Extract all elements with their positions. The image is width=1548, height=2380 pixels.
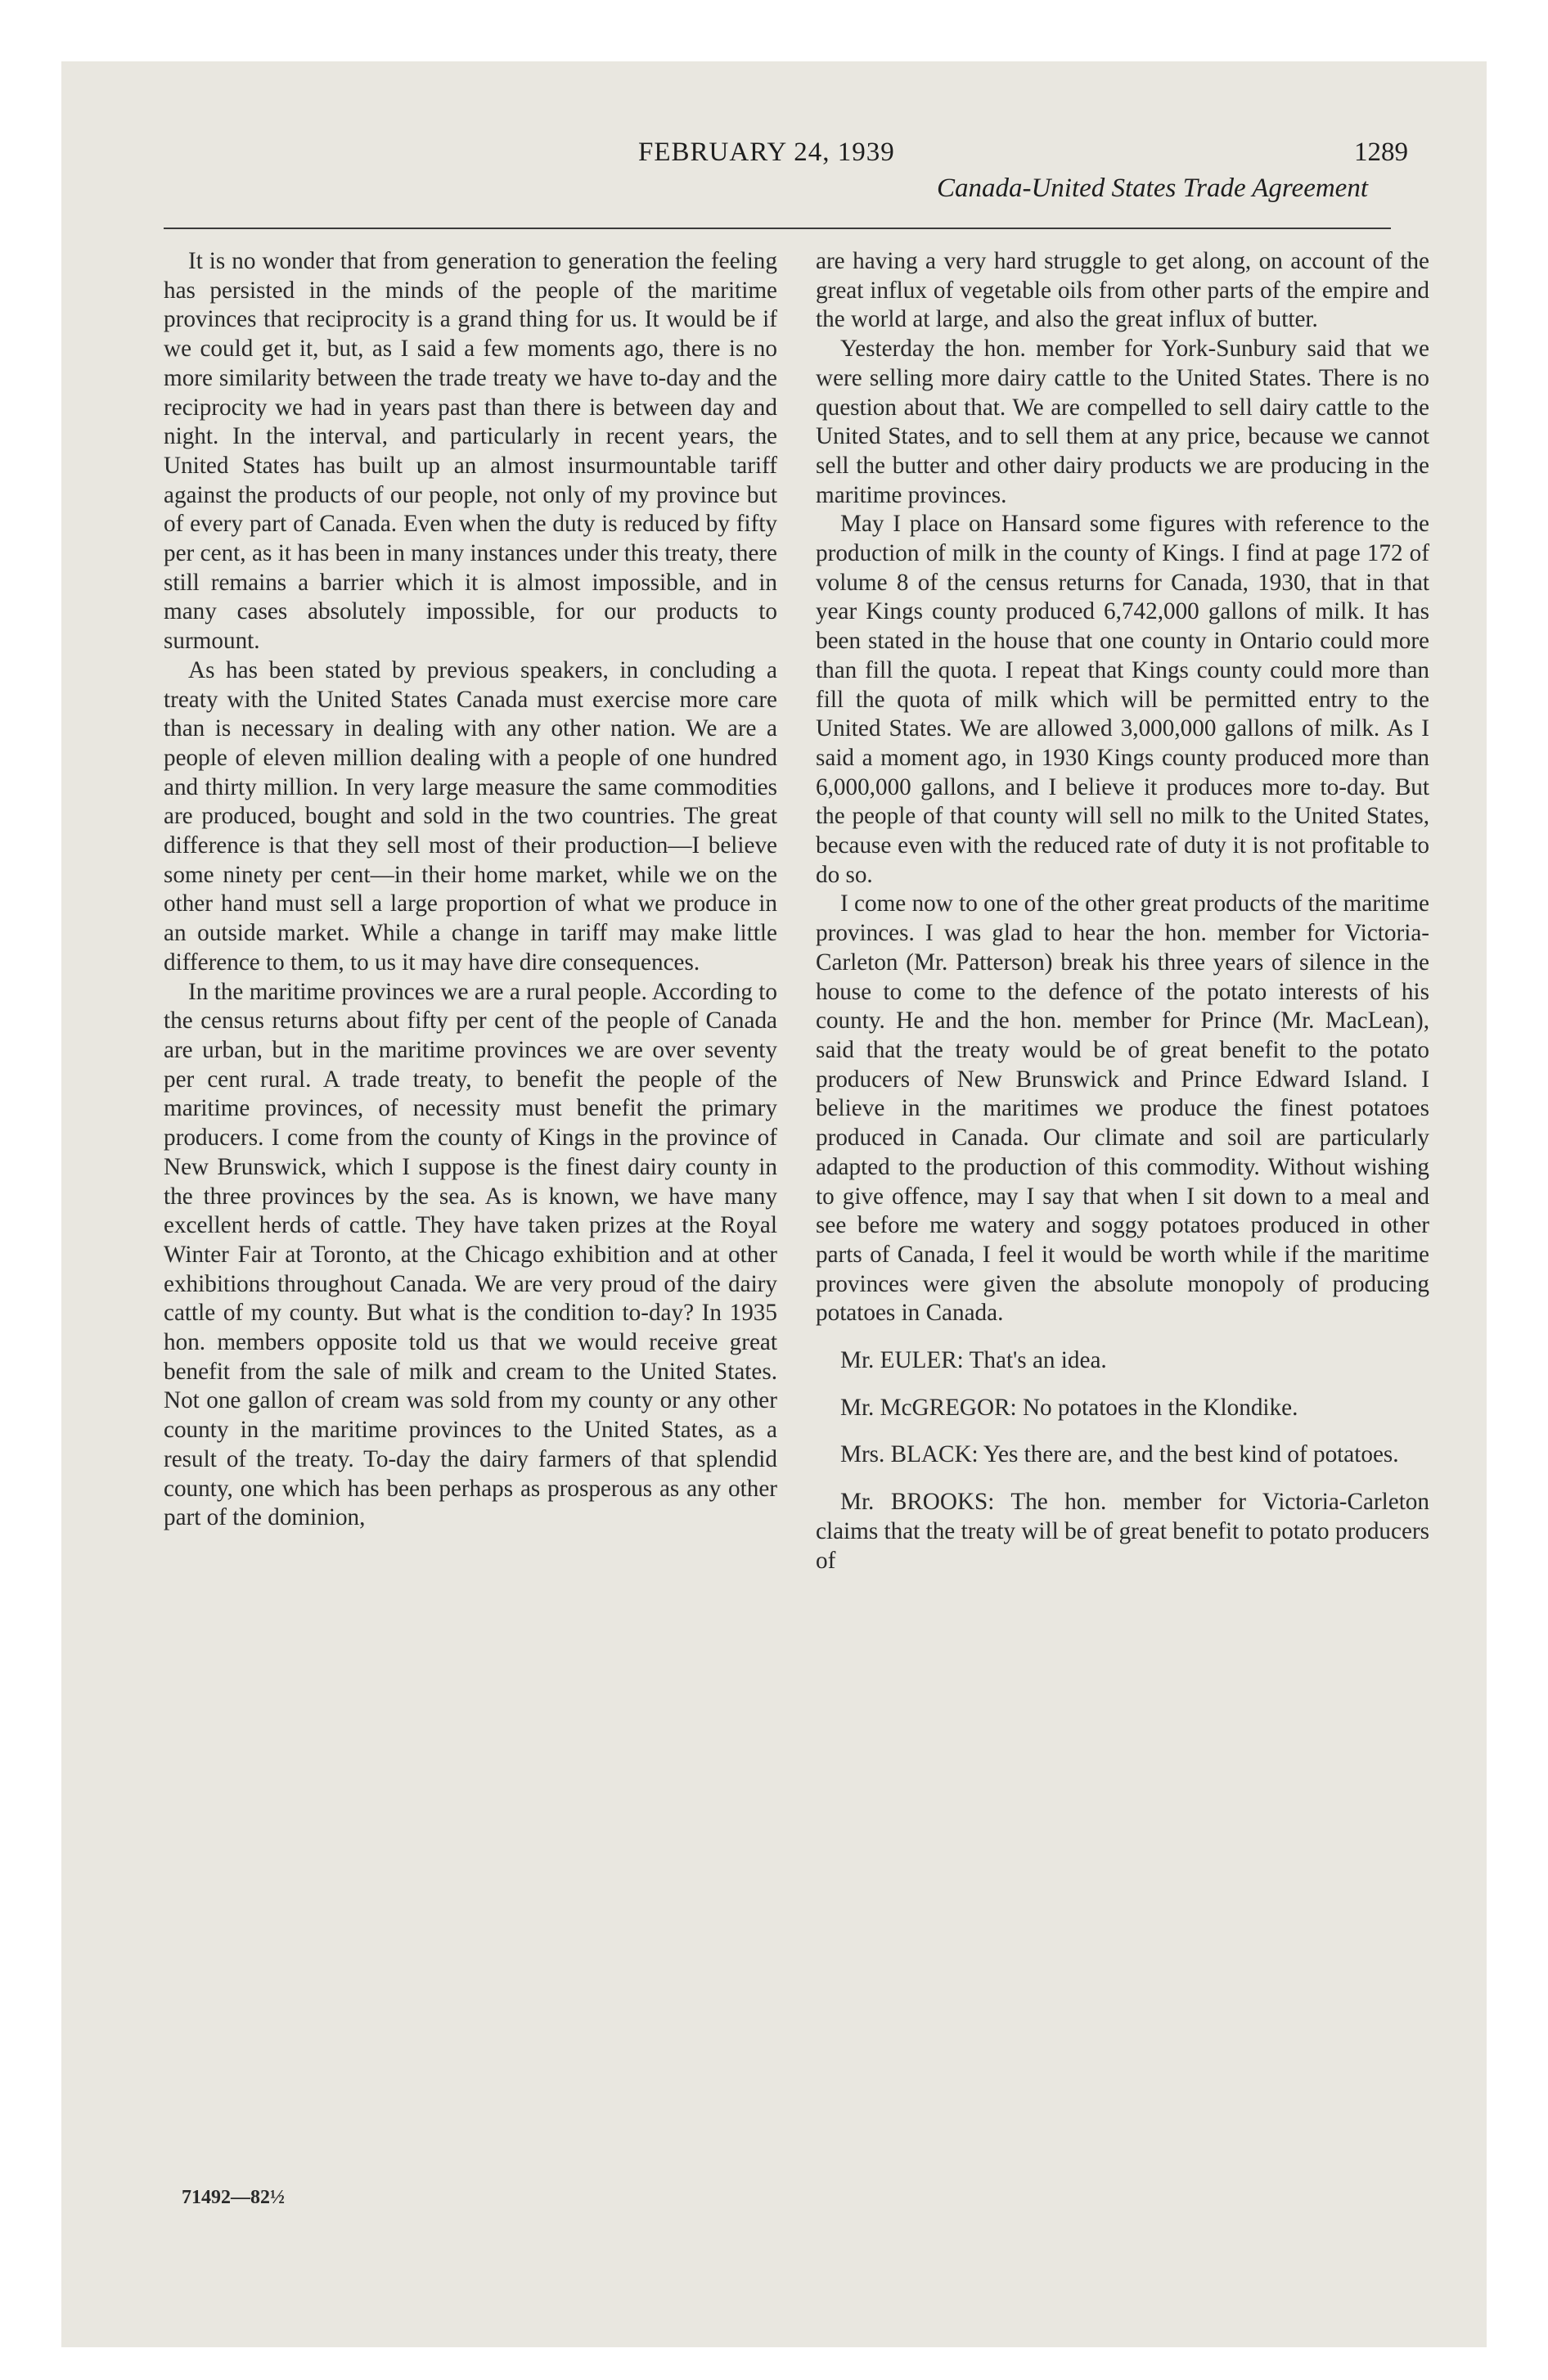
paragraph: I come now to one of the other great products of the maritime provinces. I was glad to hear the hon. member for Victoria-Carleton (Mr. Patterson) break his three years of silence in the house to come to the defence of the potato interests of his county. He and the hon. member for Prince (Mr. MacLean), said that the treaty would be of great benefit to the potato producers of New Brunswick and Prince Edward Island. I believe in the maritimes we produce the finest potatoes produced in Canada. Our climate and soil are particularly adapted to the production of this commodity. Without wishing to give offence, may I say that when I sit down to a meal and see before me watery and soggy potatoes produced in other parts of Canada, I feel it would be worth while if the maritime provinces were given the absolute monopoly of producing potatoes in Canada. bbox=[816, 890, 1429, 1327]
header-rule bbox=[164, 228, 1391, 229]
speaker-line: Mr. EULER: That's an idea. bbox=[840, 1347, 1107, 1374]
left-column bbox=[164, 247, 777, 1533]
paragraph: are having a very hard struggle to get along, on account of the great influx of vegetable oils from other parts of the empire and the world at large, and also the great influx of butter. bbox=[816, 248, 1429, 333]
right-column bbox=[816, 247, 1429, 1575]
footer-code: 71492—82½ bbox=[182, 2187, 285, 2208]
paragraph: As has been stated by previous speakers, in concluding a treaty with the United States Canada must exercise more care than is necessary in dealing with any other nation. We are a people of eleven million dealing with a people of one hundred and thirty million. In very large measure the same commodities are produced, bought and sold in the two countries. The great difference is that they sell most of their production—I believe some ninety per cent—in their home market, while we on the other hand must sell a large proportion of what we produce in an outside market. While a change in tariff may make little difference to them, to us it may have dire consequences. bbox=[164, 656, 777, 976]
header-date: FEBRUARY 24, 1939 bbox=[638, 137, 895, 167]
speaker-line: Mr. McGREGOR: No potatoes in the Klondike. bbox=[840, 1394, 1298, 1421]
speaker-line: Mrs. BLACK: Yes there are, and the best kind of potatoes. bbox=[840, 1441, 1399, 1468]
paragraph: May I place on Hansard some figures with reference to the production of milk in the county of Kings. I find at page 172 of volume 8 of the census returns for Canada, 1930, that in that year Kings county produced 6,742,000 gallons of milk. It has been stated in the house that one county in Ontario could more than fill the quota. I repeat that Kings county could more than fill the quota of milk which will be permitted entry to the United States. We are allowed 3,000,000 gallons of milk. As I said a moment ago, in 1930 Kings county produced more than 6,000,000 gallons, and I believe it produces more to-day. But the people of that county will sell no milk to the United States, because even with the reduced rate of duty it is not profitable to do so. bbox=[816, 511, 1429, 888]
speaker-line: Mr. BROOKS: The hon. member for Victoria-Carleton claims that the treaty will be of great benefit to potato producers of bbox=[816, 1489, 1429, 1574]
paragraph: Yesterday the hon. member for York-Sunbury said that we were selling more dairy cattle to the United States. There is no question about that. We are compelled to sell dairy cattle to the United States, and to sell them at any price, because we cannot sell the butter and other dairy products we are producing in the maritime provinces. bbox=[816, 336, 1429, 508]
header-subtitle: Canada-United States Trade Agreement bbox=[936, 174, 1368, 203]
paragraph: It is no wonder that from generation to generation the feeling has persisted in the minds of the people of the maritime provinces that reciprocity is a grand thing for us. It would be if we could get it, but, as I said a few moments ago, there is no more similarity between the trade treaty we have to-day and the reciprocity we had in years past than there is between day and night. In the interval, and particularly in recent years, the United States has built up an almost insurmountable tariff against the products of our people, not only of my province but of every part of Canada. Even when the duty is reduced by fifty per cent, as it has been in many instances under this treaty, there still remains a barrier which it is almost impossible, and in many cases absolutely impossible, for our products to surmount. bbox=[164, 248, 777, 655]
paragraph: In the maritime provinces we are a rural people. According to the census returns about fifty per cent of the people of Canada are urban, but in the maritime provinces we are over seventy per cent rural. A trade treaty, to benefit the people of the maritime provinces, of necessity must benefit the primary producers. I come from the county of Kings in the province of New Brunswick, which I suppose is the finest dairy county in the three provinces by the sea. As is known, we have many excellent herds of cattle. They have taken prizes at the Royal Winter Fair at Toronto, at the Chicago exhibition and at other exhibitions throughout Canada. We are very proud of the dairy cattle of my county. But what is the condition to-day? In 1935 hon. members opposite told us that we would receive great benefit from the sale of milk and cream to the United States. Not one gallon of cream was sold from my county or any other county in the maritime provinces to the United States, as a result of the treaty. To-day the dairy farmers of that splendid county, one which has been perhaps as prosperous as any other part of the dominion, bbox=[164, 978, 777, 1531]
page-number: 1289 bbox=[1354, 137, 1408, 167]
